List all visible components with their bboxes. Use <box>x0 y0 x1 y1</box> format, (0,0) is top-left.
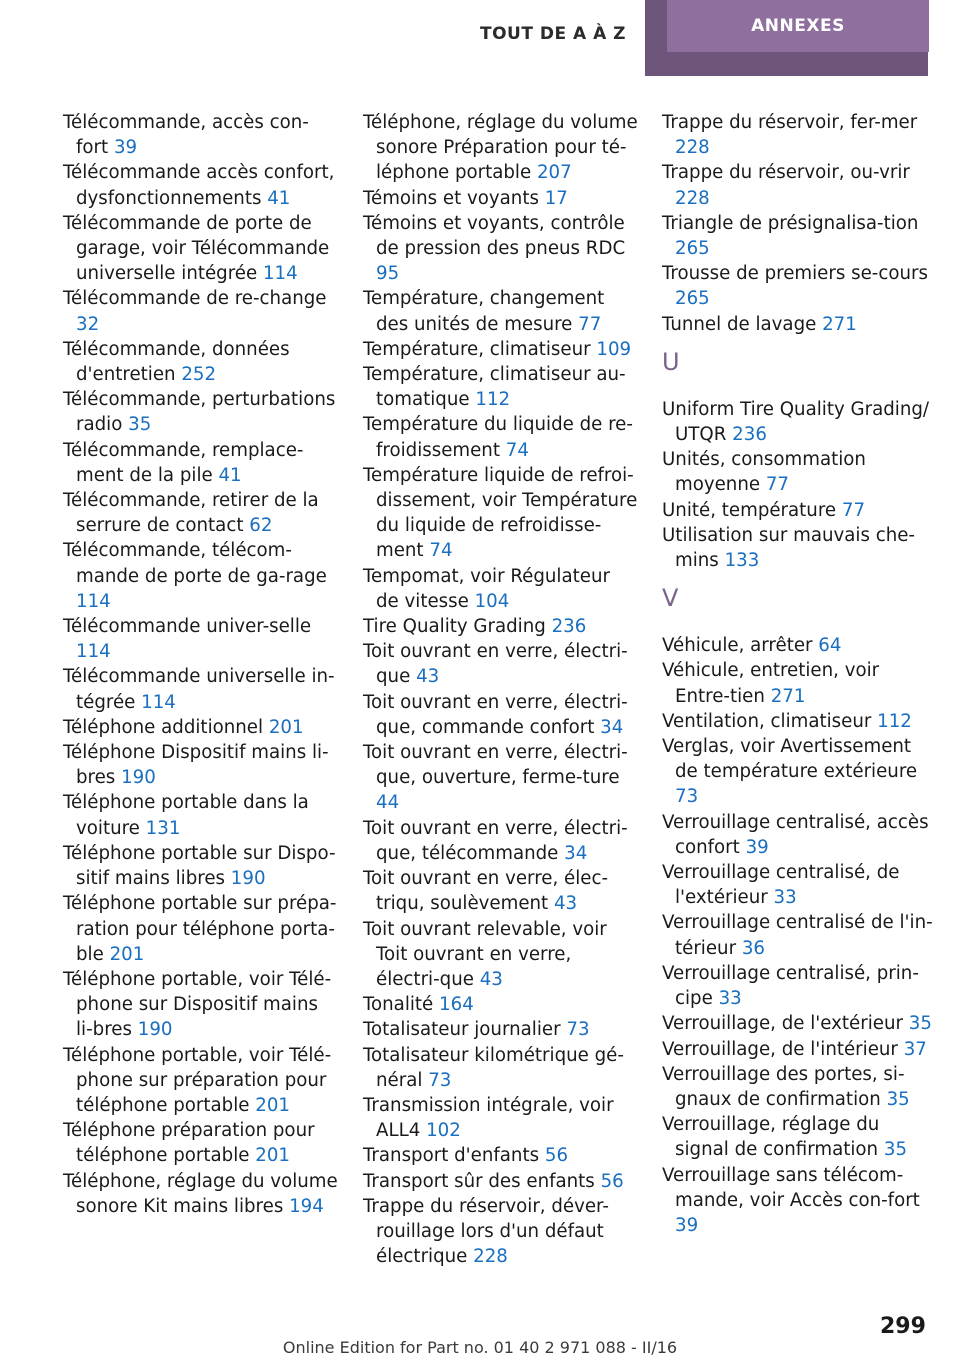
page-reference-link[interactable]: 95 <box>376 263 400 285</box>
index-column-3 <box>662 110 937 1238</box>
index-entry <box>63 538 338 614</box>
index-entry <box>63 488 338 538</box>
page-reference-link[interactable]: 114 <box>141 691 176 713</box>
index-entry <box>363 186 638 211</box>
index-entry <box>63 286 338 336</box>
index-entry-text: Télécommande, accès con-fort <box>63 112 309 159</box>
index-entry-text: Téléphone préparation pour téléphone portable <box>63 1120 315 1167</box>
index-entry-text: Téléphone portable, voir Télé-phone sur Dispositif mains li-bres <box>63 968 332 1041</box>
page-reference-link[interactable]: 73 <box>428 1069 452 1091</box>
index-entry <box>363 1017 638 1042</box>
page-reference-link[interactable]: 77 <box>765 474 789 496</box>
index-entry-text: Verrouillage sans télécom-mande, voir Accès con-fort <box>662 1164 920 1211</box>
index-letter-heading: V <box>662 584 679 613</box>
page-reference-link[interactable]: 112 <box>475 389 511 411</box>
index-entry <box>662 810 937 860</box>
index-entry <box>363 1169 638 1194</box>
page-reference-link[interactable]: 64 <box>818 635 842 657</box>
index-entry-text: Toit ouvrant en verre, électri-que, ouverture, ferme-ture <box>363 742 628 789</box>
index-entry <box>363 639 638 689</box>
index-entry <box>363 412 638 462</box>
index-entry-text: Toit ouvrant relevable, voir Toit ouvrant en verre, électri-que <box>363 918 607 990</box>
index-entry-text: Toit ouvrant en verre, électri-que <box>363 641 628 688</box>
index-entry-text: Témoins et voyants, contrôle de pression des pneus RDC <box>363 212 626 260</box>
index-entry-text: Trappe du réservoir, ou-vrir <box>662 162 910 184</box>
index-entry-text: Toit ouvrant en verre, électri-que, commande confort <box>363 691 628 738</box>
page-reference-link[interactable]: 32 <box>76 313 100 335</box>
page-reference-link[interactable]: 228 <box>473 1246 508 1268</box>
page-reference-link[interactable]: 114 <box>262 263 298 285</box>
index-entry-text: Verrouillage centralisé, accès confort <box>662 811 929 858</box>
index-entry <box>63 715 338 740</box>
page-reference-link[interactable]: 43 <box>416 666 440 688</box>
page-reference-link[interactable]: 74 <box>505 439 529 461</box>
page-reference-link[interactable]: 35 <box>886 1088 910 1110</box>
page-reference-link[interactable]: 109 <box>596 338 632 360</box>
page-reference-link[interactable]: 236 <box>732 424 767 446</box>
index-entry-text: Trousse de premiers se-cours <box>662 263 928 285</box>
index-entry <box>363 992 638 1017</box>
page-reference-link[interactable]: 104 <box>474 590 510 612</box>
page-reference-link[interactable]: 41 <box>218 464 242 486</box>
page-reference-link[interactable]: 33 <box>773 887 797 909</box>
page-reference-link[interactable]: 43 <box>553 893 578 915</box>
chapter-tab-label: ANNEXES <box>667 0 929 52</box>
page-reference-link[interactable]: 236 <box>551 616 587 638</box>
page-reference-link[interactable]: 190 <box>230 868 266 890</box>
index-entry <box>363 1093 638 1143</box>
index-entry <box>363 1143 638 1168</box>
index-entry-text: Uniform Tire Quality Grading/ UTQR <box>662 398 930 446</box>
index-entry-text: Température du liquide de re-froidissement <box>363 414 633 461</box>
index-entry-text: Température liquide de refroi-dissement, voir Température du liquide de refroidisse-ment <box>363 464 638 562</box>
index-entry-text: Téléphone, réglage du volume sonore Préparation pour té-léphone portable <box>363 112 638 184</box>
index-entry <box>63 387 338 437</box>
page-number: 299 <box>880 1314 926 1339</box>
index-entry-text: Unités, consommation moyenne <box>662 449 866 496</box>
index-entry-text: Verrouillage centralisé, prin-cipe <box>662 962 919 1010</box>
index-entry <box>662 1112 937 1162</box>
page-reference-link[interactable]: 56 <box>544 1145 569 1167</box>
index-entry <box>662 1037 937 1062</box>
page-reference-link[interactable]: 77 <box>578 313 602 335</box>
index-entry-text: Téléphone additionnel <box>63 716 264 738</box>
index-entry <box>63 160 338 210</box>
footer-edition: Online Edition for Part no. 01 40 2 971 088 - II/16 <box>282 1338 678 1357</box>
index-entry <box>662 261 937 311</box>
index-entry <box>662 1163 937 1239</box>
page-reference-link[interactable]: 36 <box>741 937 765 959</box>
index-entry-text: Télécommande, remplace-ment de la pile <box>63 439 304 486</box>
index-entry-text: Téléphone portable dans la voiture <box>63 792 309 839</box>
index-entry-text: Véhicule, entretien, voir Entre-tien <box>662 660 880 707</box>
index-entry-text: Téléphone portable sur Dispo-sitif mains libres <box>63 842 336 890</box>
index-entry-text: Tire Quality Grading <box>363 616 546 638</box>
index-entry <box>63 337 338 387</box>
page-reference-link[interactable]: 39 <box>675 1214 699 1236</box>
index-entry-text: Trappe du réservoir, fer-mer <box>662 112 918 133</box>
index-columns <box>63 110 933 1280</box>
page-reference-link[interactable]: 114 <box>76 641 111 663</box>
index-entry-text: Télécommande, données d'entretien <box>63 338 290 386</box>
index-entry-text: Verglas, voir Avertissement de température extérieure <box>662 736 918 783</box>
page-reference-link[interactable]: 74 <box>429 540 453 562</box>
index-entry-text: Télécommande, retirer de la serrure de contact <box>63 490 319 537</box>
index-entry-text: Télécommande de re-change <box>63 288 327 310</box>
index-entry <box>63 740 338 790</box>
index-entry-text: Tempomat, voir Régulateur de vitesse <box>363 565 610 612</box>
index-entry-text: Véhicule, arrêter <box>662 635 813 657</box>
index-entry <box>363 564 638 614</box>
index-entry <box>662 312 937 337</box>
index-entry-text: Télécommande, télécom-mande de porte de ga-rage <box>63 540 327 587</box>
page-reference-link[interactable]: 35 <box>128 414 152 436</box>
index-entry-text: Tonalité <box>363 994 434 1016</box>
page-reference-link[interactable]: 207 <box>536 162 572 184</box>
page-reference-link[interactable]: 201 <box>255 1094 290 1116</box>
page-reference-link[interactable]: 265 <box>675 288 710 310</box>
page-reference-link[interactable]: 190 <box>137 1019 173 1041</box>
index-entry <box>363 614 638 639</box>
page-reference-link[interactable]: 34 <box>600 716 624 738</box>
index-letter-heading: U <box>662 347 680 376</box>
index-column-1 <box>63 110 338 1219</box>
index-entry <box>63 1118 338 1168</box>
index-entry-text: Télécommande accès confort, dysfonctionnements <box>63 162 335 209</box>
index-entry <box>662 498 937 523</box>
index-column-2 <box>363 110 638 1269</box>
index-entry <box>63 211 338 287</box>
page-reference-link[interactable]: 17 <box>544 187 568 209</box>
index-entry-text: Ventilation, climatiseur <box>662 710 872 732</box>
page-reference-link[interactable]: 271 <box>770 685 806 707</box>
index-entry-text: Toit ouvrant en verre, élec-triqu, soulèvement <box>363 868 609 915</box>
page-reference-link[interactable]: 133 <box>724 550 760 572</box>
index-entry-text: Témoins et voyants <box>363 187 539 209</box>
index-entry <box>63 967 338 1043</box>
index-entry <box>662 734 937 810</box>
index-entry <box>63 1043 338 1119</box>
page-reference-link[interactable]: 201 <box>109 943 145 965</box>
page-reference-link[interactable]: 62 <box>249 515 273 537</box>
index-entry <box>63 841 338 891</box>
page-reference-link[interactable]: 114 <box>76 590 111 612</box>
index-entry <box>363 463 638 564</box>
page-reference-link[interactable]: 34 <box>564 842 588 864</box>
page-reference-link[interactable]: 35 <box>883 1139 908 1161</box>
index-entry <box>63 614 338 664</box>
index-entry <box>363 740 638 816</box>
index-entry <box>363 110 638 186</box>
page-reference-link[interactable]: 265 <box>675 238 710 260</box>
index-entry <box>662 160 937 210</box>
page-reference-link[interactable]: 35 <box>908 1013 932 1035</box>
chapter-tab <box>645 0 928 76</box>
index-entry-text: Température, climatiseur <box>363 338 591 360</box>
index-entry-text: Température, changement des unités de mesure <box>363 288 605 335</box>
index-entry <box>662 1062 937 1112</box>
index-entry-text: Température, climatiseur au-tomatique <box>363 364 626 411</box>
page-reference-link[interactable]: 39 <box>113 137 138 159</box>
page-reference-link[interactable]: 73 <box>675 786 699 808</box>
index-entry <box>63 891 338 967</box>
index-entry-text: Verrouillage centralisé de l'in-térieur <box>662 912 933 959</box>
index-entry-text: Toit ouvrant en verre, électri-que, télécommande <box>363 817 628 864</box>
index-entry <box>363 362 638 412</box>
page-reference-link[interactable]: 41 <box>267 187 291 209</box>
index-entry <box>662 447 937 497</box>
page-reference-link[interactable]: 228 <box>675 137 710 159</box>
index-entry-text: Verrouillage, réglage du signal de confirmation <box>662 1114 880 1161</box>
page-reference-link[interactable]: 43 <box>479 968 503 990</box>
index-entry-text: Verrouillage, de l'intérieur <box>662 1038 898 1060</box>
index-entry <box>363 211 638 287</box>
page-reference-link[interactable]: 252 <box>181 364 217 386</box>
index-entry <box>63 110 338 160</box>
index-entry <box>662 211 937 261</box>
index-entry-text: Transport sûr des enfants <box>363 1170 595 1192</box>
index-entry <box>63 664 338 714</box>
index-entry-text: Totalisateur kilométrique gé-néral <box>363 1044 624 1091</box>
page-reference-link[interactable]: 56 <box>600 1170 624 1192</box>
index-entry-text: Verrouillage des portes, si-gnaux de confirmation <box>662 1063 905 1110</box>
index-entry <box>662 860 937 910</box>
index-entry <box>662 1011 937 1036</box>
index-entry <box>662 709 937 734</box>
index-entry-text: Télécommande de porte de garage, voir Télécommande universelle intégrée <box>63 212 330 285</box>
index-entry-text: Télécommande universelle in-tégrée <box>63 666 335 713</box>
index-entry-text: Unité, température <box>662 499 837 521</box>
page-reference-link[interactable]: 131 <box>145 817 181 839</box>
index-entry-text: Transport d'enfants <box>363 1145 540 1167</box>
page-reference-link[interactable]: 190 <box>121 767 156 789</box>
page-reference-link[interactable]: 271 <box>822 313 857 335</box>
page-reference-link[interactable]: 201 <box>268 716 304 738</box>
index-entry-text: Téléphone portable, voir Télé-phone sur préparation pour téléphone portable <box>63 1044 332 1116</box>
page-reference-link[interactable]: 73 <box>566 1019 590 1041</box>
index-entry <box>363 816 638 866</box>
page-reference-link[interactable]: 164 <box>439 994 474 1016</box>
index-entry <box>662 110 937 160</box>
page-reference-link[interactable]: 112 <box>877 710 912 732</box>
page-reference-link[interactable]: 194 <box>289 1195 324 1217</box>
index-entry-text: Téléphone portable sur prépa-ration pour téléphone porta-ble <box>63 893 337 965</box>
index-entry <box>363 286 638 336</box>
index-entry <box>662 633 937 658</box>
index-entry-text: Téléphone, réglage du volume sonore Kit mains libres <box>63 1170 338 1217</box>
page-reference-link[interactable]: 228 <box>675 187 710 209</box>
section-title: TOUT DE A À Z <box>480 24 626 44</box>
index-entry <box>363 917 638 993</box>
index-entry <box>662 961 937 1011</box>
index-entry <box>363 690 638 740</box>
page-reference-link[interactable]: 102 <box>426 1120 461 1142</box>
index-entry <box>63 790 338 840</box>
index-entry-text: Totalisateur journalier <box>363 1019 561 1041</box>
index-entry-text: Triangle de présignalisa-tion <box>662 212 919 234</box>
index-entry-text: Trappe du réservoir, déver-rouillage lors d'un défaut électrique <box>363 1195 609 1268</box>
page-reference-link[interactable]: 201 <box>255 1145 290 1167</box>
index-entry <box>662 658 937 708</box>
index-entry-text: Téléphone Dispositif mains li-bres <box>63 742 329 789</box>
index-entry <box>63 438 338 488</box>
page-reference-link[interactable]: 39 <box>745 836 769 858</box>
index-entry <box>363 866 638 916</box>
page-reference-link[interactable]: 44 <box>376 792 400 814</box>
page-reference-link[interactable]: 37 <box>903 1038 927 1060</box>
index-entry-text: Verrouillage, de l'extérieur <box>662 1013 903 1035</box>
index-entry <box>363 1043 638 1093</box>
index-entry <box>662 523 937 573</box>
index-entry <box>662 910 937 960</box>
index-entry-text: Tunnel de lavage <box>662 313 817 335</box>
index-entry <box>363 337 638 362</box>
index-entry <box>662 397 937 447</box>
index-entry-text: Verrouillage centralisé, de l'extérieur <box>662 862 900 909</box>
index-entry <box>363 1194 638 1270</box>
index-entry-text: Télécommande univer-selle <box>63 616 312 638</box>
page-reference-link[interactable]: 77 <box>841 499 866 521</box>
index-entry-text: Télécommande, perturbations radio <box>63 389 336 436</box>
page-reference-link[interactable]: 33 <box>718 988 742 1010</box>
index-entry <box>63 1169 338 1219</box>
index-entry-text: Utilisation sur mauvais che-mins <box>662 524 915 572</box>
index-entry-text: Transmission intégrale, voir ALL4 <box>363 1094 614 1142</box>
